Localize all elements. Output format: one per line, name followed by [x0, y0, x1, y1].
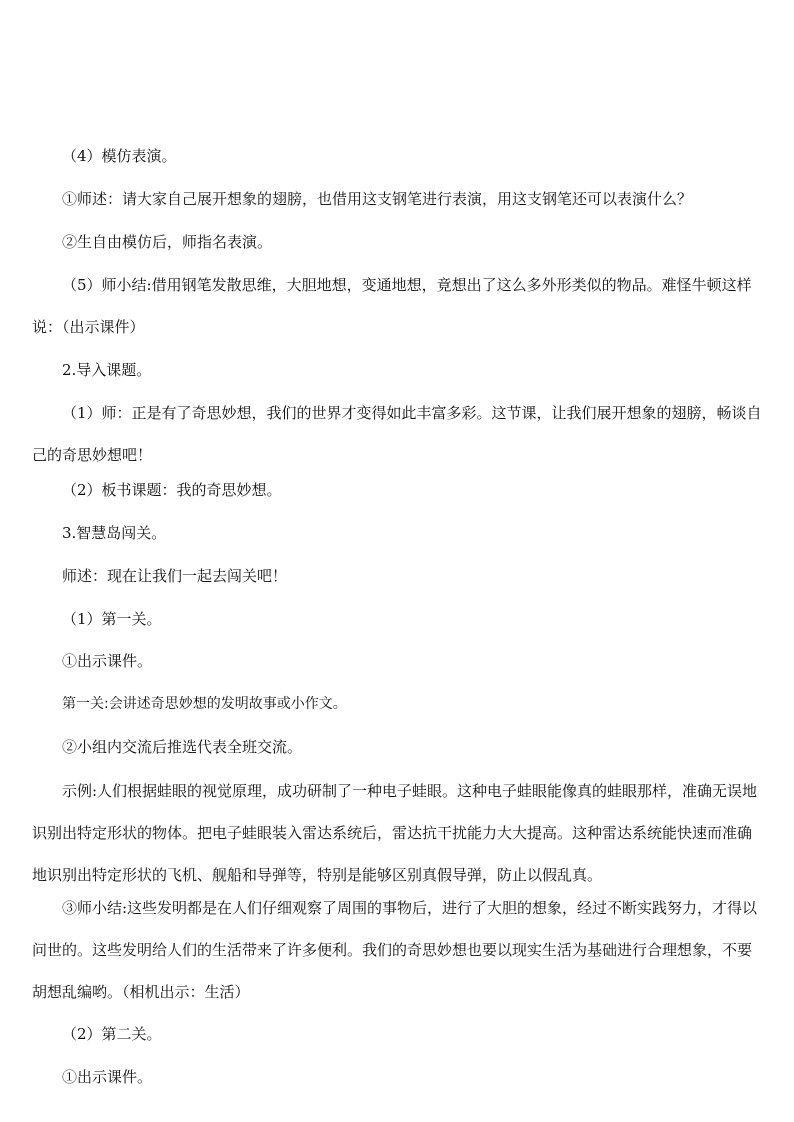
paragraph-teacher-summary: （5）师小结:借用钢笔发散思维，大胆地想，变通地想，竟想出了这么多外形类似的物品。难怪牛顿这样说：（出示课件） — [32, 276, 752, 336]
paragraph-teacher-statement: ①师述：请大家自己展开想象的翅膀，也借用这支钢笔进行表演，用这支钢笔还可以表演什么？ — [62, 190, 693, 208]
heading-level-one: （1）第一关。 — [62, 610, 162, 628]
heading-wisdom-island: 3.智慧岛闯关。 — [62, 524, 167, 542]
heading-level-two: （2）第二关。 — [62, 1025, 162, 1043]
paragraph-example-frog-eye: 示例:人们根据蛙眼的视觉原理，成功研制了一种电子蛙眼。这种电子蛙眼能像真的蛙眼那样，准确无误地识别出特定形状的物体。把电子蛙眼装入雷达系统后，雷达抗干扰能力大大提高。这种雷达系统能快速而准确地识别出特定形状的飞机、舰船和导弹等，特别是能够区别真假导弹，防止以假乱真。 — [32, 782, 758, 884]
paragraph-board-title: （2）板书课题：我的奇思妙想。 — [62, 481, 282, 499]
paragraph-teacher-summary-2: ③师小结:这些发明都是在人们仔细观察了周围的事物后，进行了大胆的想象，经过不断实践努力，才得以问世的。这些发明给人们的生活带来了许多便利。我们的奇思妙想也要以现实生活为基础进行合理想象，不要胡想乱编哟。（相机出示：生活） — [32, 899, 758, 1001]
paragraph-teacher-intro: （1）师：正是有了奇思妙想，我们的世界才变得如此丰富多彩。这节课，让我们展开想象的翅膀，畅谈自己的奇思妙想吧！ — [32, 404, 762, 464]
paragraph-student-imitation: ②生自由模仿后，师指名表演。 — [62, 233, 273, 251]
paragraph-group-exchange: ②小组内交流后推选代表全班交流。 — [62, 738, 303, 756]
heading-introduce-topic: 2.导入课题。 — [62, 361, 152, 379]
paragraph-show-courseware-2: ①出示课件。 — [62, 1068, 153, 1086]
paragraph-show-courseware-1: ①出示课件。 — [62, 652, 153, 670]
courseware-level-one-text: 第一关:会讲述奇思妙想的发明故事或小作文。 — [62, 696, 347, 712]
paragraph-teacher-challenge: 师述：现在让我们一起去闯关吧！ — [62, 567, 288, 585]
paragraph-mimic-performance: （4）模仿表演。 — [62, 147, 177, 165]
